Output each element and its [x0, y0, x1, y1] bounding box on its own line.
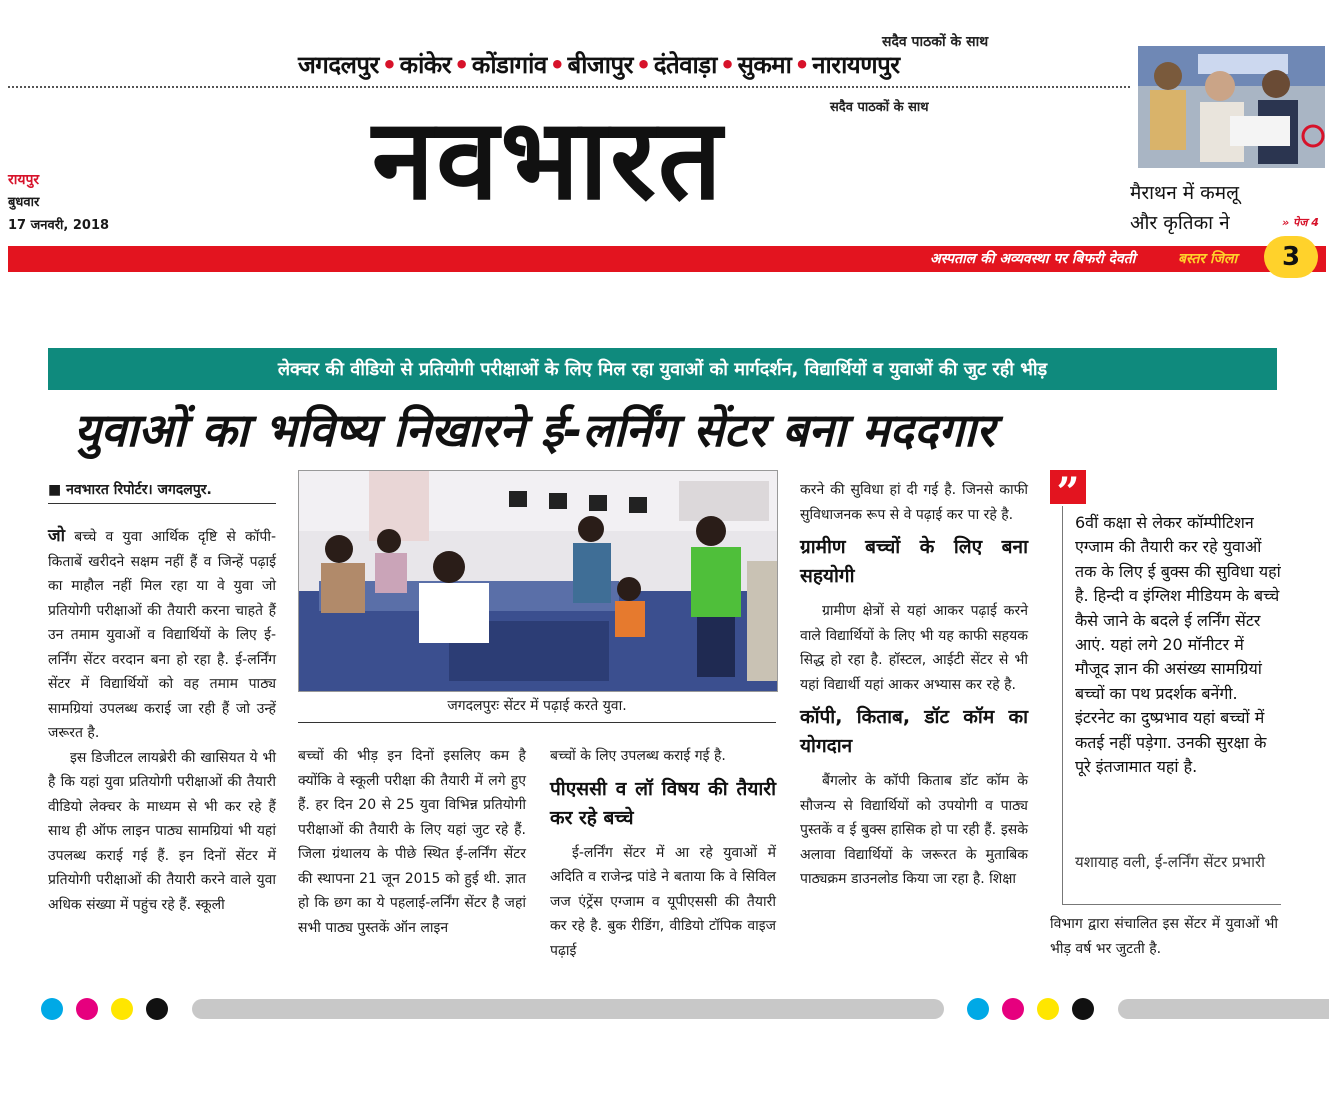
- col3-subhead: पीएससी व लॉ विषय की तैयारी कर रहे बच्चे: [550, 777, 776, 829]
- col4-paragraph-1: ग्रामीण क्षेत्रों से यहां आकर पढ़ाई करने वाले विद्यार्थियों के लिए भी यह काफी सहयक सिद्ध हो रहा है. हॉस्टल, आईटी सेंटर से भी यहां विद्यार्थी यहां आकर अभ्यास कर रहे है.: [800, 603, 1028, 693]
- quote-icon: ”: [1050, 470, 1086, 504]
- column-5: विभाग द्वारा संचालित इस सेंटर में युवाओं भी भीड़ वर्ष भर जुटती है.: [1050, 916, 1278, 957]
- dropcap: जो: [48, 526, 66, 546]
- edition-day: बुधवार: [8, 195, 40, 210]
- city-sukma: सुकमा: [737, 51, 792, 79]
- article-headline: युवाओं का भविष्य निखारने ई-लर्निंग सेंटर बना मददगार: [74, 403, 995, 457]
- column-2: [298, 744, 526, 940]
- city-kondagaon: कोंडागांव: [471, 51, 547, 79]
- byline: ■ नवभारत रिपोर्टर। जगदलपुर.: [48, 482, 212, 498]
- header-dotted-rule: [8, 86, 1130, 88]
- col4-lead: करने की सुविधा हां दी गई है. जिनसे काफी सुविधाजनक रूप से वे पढ़ाई कर पा रहे है.: [800, 482, 1028, 523]
- pull-quote: 6वीं कक्षा से लेकर कॉम्पीटिशन एग्जाम की तैयारी कर रहे युवाओं तक के लिए ई बुक्स की सुविधा यहां है. हिन्दी व इंग्लिश मीडियम के बच्चे कैसे जाने के बदले ई लर्निंग सेंटर आएं. यहां लगे 20 मॉनीटर में मौजूद ज्ञान की असंख्य सामग्रियां बच्चों का पथ प्रदर्शक बनेंगी. इंटरनेट का दुष्प्रभाव यहां बच्चों में कतई नहीं पड़ेगा. उनकी सुरक्षा के पूरे इंतजामात यहां है.: [1075, 513, 1281, 777]
- masthead-tagline: सदैव पाठकों के साथ: [830, 100, 929, 115]
- registration-yellow-2: [1037, 998, 1059, 1020]
- caption-rule: [298, 722, 776, 723]
- col4-subhead-2: कॉपी, किताब, डॉट कॉम का योगदान: [800, 706, 1028, 757]
- promo-headline-line1: मैराथन में कमलू: [1130, 182, 1240, 204]
- city-list: [298, 48, 900, 81]
- registration-black: [146, 998, 168, 1020]
- separator-dot: •: [719, 51, 735, 79]
- separator-dot: •: [454, 51, 469, 79]
- page-number-badge: 3: [1264, 236, 1318, 278]
- article-photo: [298, 470, 778, 692]
- city-bijapur: बीजापुर: [567, 51, 633, 79]
- registration-black-2: [1072, 998, 1094, 1020]
- separator-dot: •: [381, 51, 397, 79]
- promo-page-link[interactable]: » पेज 4: [1282, 216, 1319, 229]
- byline-rule: [48, 503, 276, 504]
- city-jagdalpur: जगदलपुर: [298, 51, 379, 79]
- top-tagline: सदैव पाठकों के साथ: [882, 34, 989, 50]
- quote-attribution: यशायाह वली, ई-लर्निंग सेंटर प्रभारी: [1075, 853, 1265, 871]
- column-4: [800, 478, 1028, 892]
- promo-headline-line2: और कृतिका ने: [1130, 212, 1230, 234]
- city-narayanpur: नारायणपुर: [812, 51, 900, 79]
- photo-caption: जगदलपुरः सेंटर में पढ़ाई करते युवा.: [447, 698, 627, 714]
- separator-dot: •: [635, 51, 651, 79]
- section-bar-headline: अस्पताल की अव्यवस्था पर बिफरी देवती: [930, 251, 1136, 267]
- col3-paragraph: ई-लर्निंग सेंटर में आ रहे युवाओं में अदिति व राजेन्द्र पांडे ने बताया कि वे सिविल जज एंट्रेंस एग्जाम व यूपीएससी की तैयारी कर रहे है. बुक रीडिंग, वीडियो टॉपिक वाइज पढ़ाई: [550, 844, 776, 959]
- print-gray-bar: [192, 999, 944, 1019]
- col1-text-1: बच्चे व युवा आर्थिक दृष्टि से कॉपी-किताबें खरीदने सक्षम नहीं हैं व जिन्हें पढ़ाई का माहौल नहीं मिल रहा या वे युवा जो प्रतियोगी परीक्षाओं की तैयारी करना चाहते हैं उन तमाम युवाओं व विद्यार्थियों के लिए ई-लर्निंग सेंटर वरदान बना हो रहा है. ई-लर्निंग सेंटर में विद्यार्थियों को वह तमाम पाठ्य सामग्रियां उपलब्ध कराई जा रही हैं जो उन्हें जरूरत है.: [48, 529, 276, 741]
- registration-magenta-2: [1002, 998, 1024, 1020]
- col3-lead: बच्चों के लिए उपलब्ध कराई गई है.: [550, 748, 726, 764]
- col4-paragraph-2: बैंगलोर के कॉपी किताब डॉट कॉम के सौजन्य से विद्यार्थियों को उपयोगी व पाठ्य पुस्तकें व ई बुक्स हासिक हो पा रही हैं. इसके अलावा विद्यार्थियों के जरूरत के मुताबिक पाठ्यक्रम डाउनलोड किया जा रहा है. शिक्षा: [800, 773, 1028, 887]
- col1-paragraph-2: इस डिजीटल लायब्रेरी की खासियत ये भी है कि यहां युवा प्रतियोगी परीक्षाओं की तैयारी वीडियो लेक्चर के माध्यम से भी कर रहे हैं साथ ही ऑफ लाइन पाठ्य सामग्रियां भी यहां उपलब्ध कराई गई हैं. इन दिनों सेंटर में प्रतियोगी परीक्षाओं की तैयारी करने वाले युवा अधिक संख्या में पहुंच रहे हैं. स्कूली: [48, 749, 276, 913]
- masthead-logo: नवभारत: [372, 94, 724, 225]
- registration-yellow: [111, 998, 133, 1020]
- registration-cyan-2: [967, 998, 989, 1020]
- edition-date: 17 जनवरी, 2018: [8, 218, 110, 233]
- separator-dot: •: [794, 51, 810, 79]
- column-3: [550, 744, 776, 963]
- col2-paragraph: बच्चों की भीड़ इन दिनों इसलिए कम है क्योंकि वे स्कूली परीक्षा की तैयारी में लगे हुए हैं. हर दिन 20 से 25 युवा विभिन्न प्रतियोगी परीक्षाओं की तैयारी के लिए यहां जुट रहे हैं. जिला ग्रंथालय के पीछे स्थित ई-लर्निंग सेंटर की स्थापना 21 जून 2015 को हुई थी. ज्ञात हो कि छग का ये पहलाई-लर्निंग सेंटर है जहां सभी पाठ्य पुस्तकें ऑन लाइन: [298, 748, 526, 936]
- col4-subhead-1: ग्रामीण बच्चों के लिए बना सहयोगी: [800, 536, 1028, 587]
- kicker-text: लेक्चर की वीडियो से प्रतियोगी परीक्षाओं के लिए मिल रहा युवाओं को मार्गदर्शन, विद्यार्थियों व युवाओं की जुट रही भीड़: [277, 359, 1048, 380]
- section-name: बस्तर जिला: [1178, 251, 1238, 267]
- city-kanker: कांकेर: [399, 51, 452, 79]
- print-gray-bar-2: [1118, 999, 1329, 1019]
- registration-cyan: [41, 998, 63, 1020]
- column-1: [48, 524, 276, 917]
- promo-photo: [1138, 46, 1325, 168]
- col1-paragraph-1: [48, 524, 276, 746]
- city-dantewada: दंतेवाड़ा: [653, 51, 717, 79]
- registration-magenta: [76, 998, 98, 1020]
- separator-dot: •: [549, 51, 565, 79]
- edition-city: रायपुर: [8, 172, 40, 188]
